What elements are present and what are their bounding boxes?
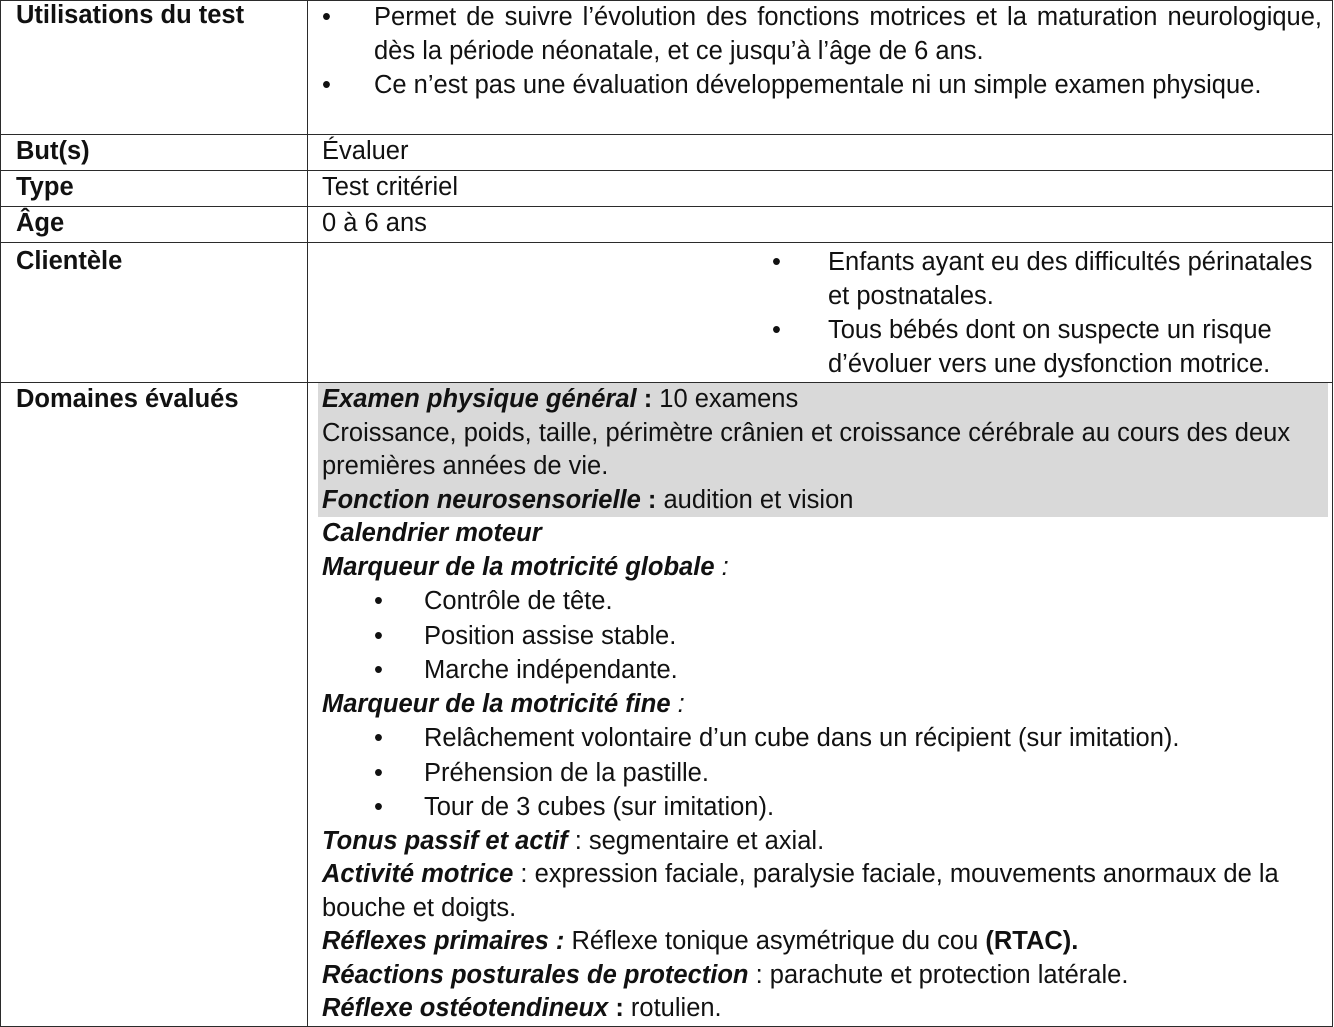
gross-separator: : [714, 552, 729, 581]
clientele-content [308, 243, 1333, 383]
clientele-item-2: Tous bébés dont on suspecte un risque d’évoluer vers une dysfonction motrice. [828, 316, 1272, 378]
activity-line [322, 858, 1322, 925]
gross-heading: Marqueur de la motricité globale [322, 552, 715, 581]
reflex-heading: Réflexes primaires : [322, 927, 565, 955]
age-value: 0 à 6 ans [322, 209, 427, 237]
row-label-cell [1, 135, 308, 171]
uses-content [308, 1, 1333, 135]
bullet-icon: • [374, 793, 383, 821]
row-label-cell [1, 207, 308, 243]
postural-value: : parachute et protection latérale. [748, 960, 1129, 989]
tonus-value: : segmentaire et axial. [567, 826, 825, 855]
gross-item: Marche indépendante. [424, 656, 678, 684]
gross-line [322, 551, 1322, 585]
type-value: Test critériel [322, 173, 459, 201]
osteo-line [322, 992, 1322, 1026]
clientele-item-1: Enfants ayant eu des difficultés périnatales et postnatales. [828, 248, 1313, 310]
neuro-heading: Fonction neurosensorielle [322, 485, 641, 514]
fine-item: Relâchement volontaire d’un cube dans un récipient (sur imitation). [424, 724, 1180, 752]
list-item [772, 314, 1322, 381]
uses-item-2: Ce n’est pas une évaluation développementale ni un simple examen physique. [374, 71, 1262, 99]
list-item [374, 721, 1322, 756]
row-label-cell [1, 243, 308, 383]
bullet-icon: • [322, 3, 331, 31]
list-item [374, 756, 1322, 791]
tonus-line [322, 825, 1322, 859]
osteo-value: rotulien. [630, 994, 722, 1022]
fine-line [322, 688, 1322, 722]
goals-content [308, 135, 1333, 171]
bullet-icon: • [322, 71, 331, 99]
type-label: Type [16, 173, 74, 201]
fine-heading: Marqueur de la motricité fine [322, 689, 671, 718]
type-content [308, 171, 1333, 207]
list-item [374, 619, 1322, 654]
uses-list [322, 1, 1322, 103]
row-label-cell [1, 1, 308, 135]
gross-item: Position assise stable. [424, 621, 677, 650]
row-label-cell [1, 171, 308, 207]
gross-motor-list [374, 584, 1322, 688]
calendar-heading: Calendrier moteur [322, 519, 542, 547]
fine-motor-list [374, 721, 1322, 825]
row-age [1, 207, 1333, 243]
goals-value: Évaluer [322, 137, 409, 165]
row-label-cell [1, 383, 308, 1027]
list-item [374, 584, 1322, 619]
clientele-label: Clientèle [16, 247, 123, 275]
exam-separator: : [636, 385, 660, 413]
reflex-line [322, 925, 1322, 959]
fine-separator: : [670, 689, 685, 718]
clientele-list [772, 246, 1322, 381]
list-item [374, 790, 1322, 825]
list-item [322, 69, 1322, 103]
bullet-icon: • [772, 316, 781, 344]
exam-detail: Croissance, poids, taille, périmètre crânien et croissance cérébrale au cours des deux premières années de vie. [322, 418, 1291, 480]
row-goals [1, 135, 1333, 171]
row-domains [1, 383, 1333, 1027]
activity-value: : expression faciale, paralysie faciale, mouvements anormaux de la bouche et doigts. [322, 860, 1279, 922]
goals-label: But(s) [16, 137, 90, 165]
exam-value: 10 examens [659, 385, 799, 413]
gross-item: Contrôle de tête. [424, 587, 613, 615]
highlighted-section [318, 383, 1328, 517]
postural-heading: Réactions posturales de protection [322, 960, 749, 989]
neuro-value: audition et vision [663, 485, 854, 514]
tonus-heading: Tonus passif et actif [322, 826, 568, 855]
activity-heading: Activité motrice [322, 860, 514, 888]
bullet-icon: • [374, 758, 383, 787]
bullet-icon: • [374, 587, 383, 615]
reflex-abbreviation: (RTAC). [985, 927, 1079, 955]
fine-item: Tour de 3 cubes (sur imitation). [424, 793, 775, 821]
list-item [374, 653, 1322, 688]
exam-line [322, 383, 1328, 417]
age-content [308, 207, 1333, 243]
domains-content [308, 383, 1333, 1027]
bullet-icon: • [772, 248, 781, 276]
row-test-uses [1, 1, 1333, 135]
bullet-icon: • [374, 621, 383, 650]
row-type [1, 171, 1333, 207]
uses-label: Utilisations du test [16, 1, 245, 29]
fine-item: Préhension de la pastille. [424, 758, 709, 787]
bullet-icon: • [374, 724, 383, 752]
uses-item-1: Permet de suivre l’évolution des fonctions motrices et la maturation neurologique, dès la période néonatale, et ce jusqu’à l’âge de 6 ans. [374, 3, 1322, 65]
neuro-separator: : [640, 485, 664, 514]
neuro-line [322, 484, 1328, 518]
row-clientele [1, 243, 1333, 383]
exam-heading: Examen physique général [322, 385, 637, 413]
bullet-icon: • [374, 656, 383, 684]
list-item [772, 246, 1322, 313]
age-label: Âge [16, 209, 65, 237]
domains-label: Domaines évalués [16, 385, 239, 413]
reflex-value: Réflexe tonique asymétrique du cou [564, 927, 986, 955]
list-item [322, 1, 1322, 68]
postural-line [322, 959, 1322, 993]
osteo-heading: Réflexe ostéotendineux [322, 994, 609, 1022]
osteo-separator: : [608, 994, 631, 1022]
